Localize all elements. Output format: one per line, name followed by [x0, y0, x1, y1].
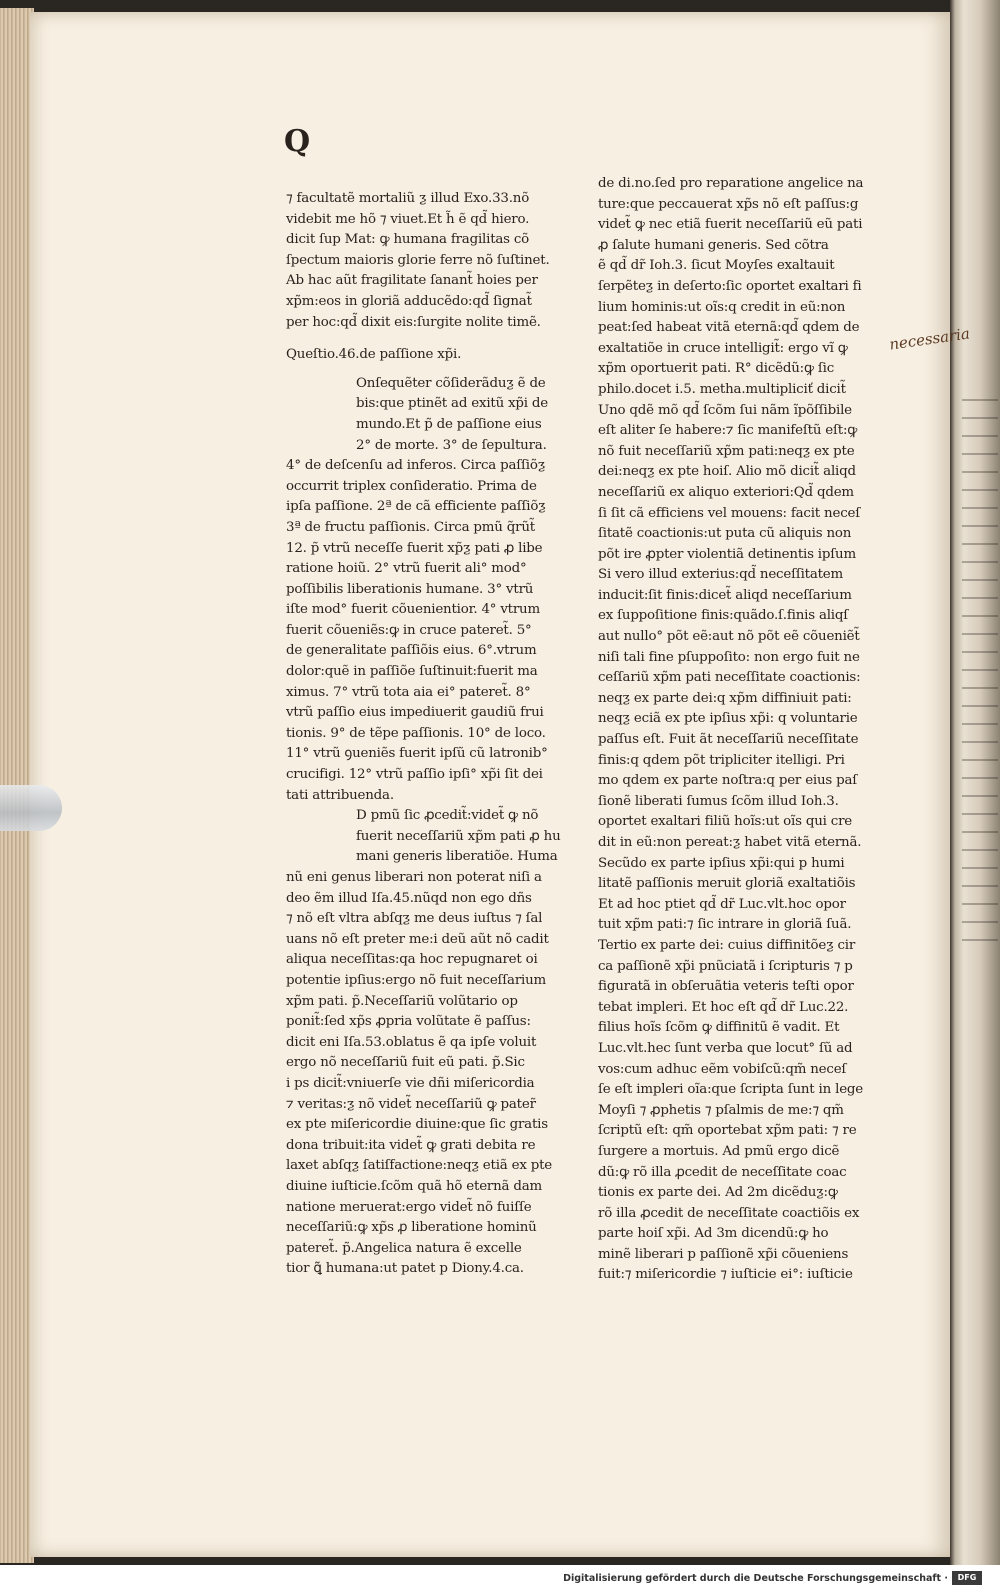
text-line: videbit me hõ ⁊ viuet.Et h̃ ẽ qd̃ hiero.: [286, 211, 530, 227]
text-line: mani generis liberatiõe. Huma: [356, 849, 558, 865]
text-line: dolor:quẽ in paſſiõe ſuſtinuit:fuerit ma: [286, 664, 538, 680]
left-text-column: [286, 189, 571, 1280]
text-line: tati attribuenda.: [286, 787, 394, 803]
text-line: neqƺ eciã ex pte ipſius xp̃i: q voluntarie: [598, 711, 858, 727]
text-line: Luc.vlt.hec ſunt verba que locut° ſũ ad: [598, 1040, 853, 1056]
footer-credit: Digitalisierung gefördert durch die Deutsche Forschungsgemeinschaft ·: [563, 1573, 948, 1584]
text-line: ca paſſionẽ xp̃i pnũciatã i ſcripturis ⁊ p: [598, 958, 853, 974]
text-line: ex ſuppoſitione finis:quãdo.ſ.finis aliqſ: [598, 608, 849, 624]
text-line: ſcriptũ eſt: qm̃ oportebat xp̃m pati: ⁊ re: [598, 1123, 857, 1139]
text-line: fuit:⁊ miſericordie ⁊ iuſticie ei°: iuſticie: [598, 1267, 853, 1283]
text-line: dicit eni Iſa.53.oblatus ẽ qa ipſe voluit: [286, 1034, 537, 1050]
left-intro-block: [286, 189, 571, 333]
text-line: laxet abſqƺ ſatiſfactione:neqƺ etiã ex pte: [286, 1158, 553, 1174]
text-line: ponit̃:ſed xp̃s ꝓpria volũtate ẽ paſſus:: [286, 1014, 531, 1030]
text-line: ſpectum maioris glorie ferre nõ ſuſtinet.: [286, 252, 550, 268]
text-line: ipſa paſſione. 2ª de cã efficiente paſſiõƺ: [286, 499, 546, 515]
text-line: poſſibilis liberationis humane. 3° vtrũ: [286, 581, 534, 597]
text-line: nũ eni genus liberari non poterat niſi a: [286, 870, 542, 885]
text-line: põt ire ꝓpter violentiã detinentis ipſum: [598, 546, 856, 562]
text-line: mundo.Et p̃ de paſſione eius: [356, 416, 542, 432]
text-line: dei:neqƺ ex pte hoiſ. Alio mõ dicit̃ aliqd: [598, 464, 856, 480]
text-line: Si vero illud exterius:qd̃ neceſſitatem: [598, 567, 844, 583]
text-line: crucifigi. 12° vtrũ paſſio ipſi° xp̃i ſit dei: [286, 767, 543, 783]
text-line: 2° de morte. 3° de ſepultura.: [356, 437, 547, 453]
right-text-column: [598, 174, 883, 1286]
text-line: videt̃ ꝙ nec etiã fuerit neceſſariũ eũ pati: [598, 217, 863, 233]
text-line: dit in eũ:non pereat:ƺ habet vitã eternã.: [598, 835, 862, 850]
book-clamp-icon: [0, 785, 62, 831]
text-line: diuine iuſticie.ſcõm quã hõ eternã dam: [286, 1178, 543, 1194]
text-line: minẽ liberari p paſſionẽ xp̃i cõueniens: [598, 1246, 849, 1262]
text-line: eſt aliter ſe habere:⁊ ſic manifeſtũ eſt:ꝙ: [598, 423, 858, 439]
text-line: de di.no.ſed pro reparatione angelice na: [598, 176, 864, 191]
text-line: ſitatẽ coactionis:ut puta cũ aliquis non: [598, 526, 852, 542]
text-line: per hoc:qd̃ dixit eis:ſurgite nolite timẽ.: [286, 314, 541, 330]
text-line: Tertio ex parte dei: cuius diffinitõeƺ cir: [598, 937, 856, 953]
text-line: tuit xp̃m pati:⁊ ſic intrare in gloriã ſuã.: [598, 917, 852, 933]
text-line: inducit:ſit finis:dicet̃ aliqd neceſſarium: [598, 587, 852, 603]
text-line: ſe eſt impleri oĩa:que ſcripta ſunt in lege: [598, 1082, 864, 1098]
text-line: ⁊ veritas:ƺ nõ videt̃ neceſſariũ ꝙ pater̃: [286, 1096, 536, 1112]
text-line: fuerit neceſſariũ xp̃m pati ꝓ hu: [356, 828, 561, 844]
text-line: occurrit triplex conſideratio. Prima de: [286, 478, 537, 494]
text-line: ex pte miſericordie diuine:que ſic gratis: [286, 1117, 548, 1133]
text-line: vos:cum adhuc eẽm vobiſcũ:qm̃ neceſ: [598, 1061, 847, 1077]
text-line: ſurgere a mortuis. Ad pmũ ergo dicẽ: [598, 1143, 840, 1159]
text-line: pateret̃. p̃.Angelica natura ẽ excelle: [286, 1240, 522, 1256]
text-line: Secũdo ex parte ipſius xp̃i:qui p humi: [598, 855, 845, 871]
text-line: dicit ſup Mat: ꝙ humana fragilitas cõ: [286, 232, 530, 248]
text-line: xp̃m pati. p̃.Neceſſariũ volũtario op: [286, 993, 518, 1009]
text-line: aliqua neceſſitas:qa hoc repugnaret oi: [286, 952, 538, 968]
text-line: D pmũ ſic ꝓcedit̃:videt̃ ꝙ nõ: [356, 808, 539, 824]
text-line: figuratã in obſeruãtia veteris teſti opor: [598, 979, 854, 995]
text-line: 11° vtrũ ꝯueniẽs fuerit ipſũ cũ latronib°: [286, 746, 548, 762]
text-line: paſſus eſt. Fuit ãt neceſſariũ neceſſitate: [598, 732, 859, 748]
text-line: philo.docet i.5. metha.multipliciť dicit̃: [598, 381, 846, 397]
text-line: tior ꝗ̃ humana:ut patet p Diony.4.ca.: [286, 1261, 524, 1277]
text-line: ture:que peccauerat xp̃s nõ eſt paſſus:g: [598, 196, 859, 212]
text-line: potentie ipſius:ergo nõ fuit neceſſarium: [286, 972, 547, 988]
text-line: ſionẽ liberati ſumus ſcõm illud Ioh.3.: [598, 793, 839, 809]
text-line: neceſſariũ:ꝙ xp̃s ꝓ liberatione hominũ: [286, 1220, 537, 1236]
text-line: ſi ſit cã efficiens vel mouens: facit neceſ: [598, 505, 860, 521]
text-line: neqƺ ex parte dei:q xp̃m diffiniuit pati:: [598, 690, 852, 706]
text-line: bis:que ptinẽt ad exitũ xp̃i de: [356, 396, 549, 412]
text-line: Et ad hoc ptiet qd̃ dr̃ Luc.vlt.hoc opor: [598, 896, 846, 912]
text-line: ratione hoiũ. 2° vtrũ fuerit ali° mod°: [286, 561, 527, 577]
text-line: oportet exaltari filiũ hoĩs:ut oĩs qui cre: [598, 814, 853, 830]
text-line: deo ẽm illud Iſa.45.nũqd non ego dñs: [286, 890, 532, 906]
text-line: ẽ qd̃ dr̃ Ioh.3. ſicut Moyſes exaltauit: [598, 258, 835, 274]
text-line: uans nõ eſt preter me:i deũ aũt nõ cadit: [286, 931, 549, 947]
text-line: dũ:ꝙ rõ illa ꝓcedit de neceſſitate coac: [598, 1164, 847, 1180]
text-line: ceſſariũ xp̃m pati neceſſitate coactionis:: [598, 670, 861, 686]
text-line: 4° de deſcenſu ad inferos. Circa paſſiõƺ: [286, 458, 546, 474]
text-line: ꝓ ſalute humani generis. Sed cõtra: [598, 237, 829, 253]
text-line: ximus. 7° vtrũ tota aia ei° pateret̃. 8°: [286, 684, 531, 700]
text-line: natione meruerat:ergo videt̃ nõ fuiſſe: [286, 1199, 532, 1215]
text-line: vtrũ paſſio eius impediuerit gaudiũ frui: [286, 705, 544, 721]
left-indented-block-2: [286, 806, 571, 868]
text-line: peat:ſed habeat vitã eternã:qd̃ qdem de: [598, 320, 860, 336]
text-line: i ps dicit̃:vniuerſe vie dñi miſericordia: [286, 1075, 535, 1091]
text-line: tionis. 9° de tẽpe paſſionis. 10° de loco.: [286, 725, 546, 741]
text-line: ⁊ nõ eſt vltra abſqƺ me deus iuſtus ⁊ ſal: [286, 911, 543, 927]
dfg-logo: DFG: [952, 1571, 982, 1585]
text-line: Moyſi ⁊ ꝓphetis ⁊ pſalmis de me:⁊ qm̃: [598, 1102, 844, 1118]
text-line: dona tribuit:ita videt̃ ꝙ grati debita re: [286, 1137, 536, 1153]
text-line: 12. p̃ vtrũ neceſſe fuerit xp̃ƺ pati ꝓ libe: [286, 540, 543, 556]
facing-page-text-strip: [962, 390, 998, 950]
text-line: 3ª de fructu paſſionis. Circa pmũ q̃rũt̃: [286, 519, 535, 535]
text-line: finis:q qdem põt tripliciter itelligi. Pri: [598, 752, 845, 768]
text-line: filius hoĩs ſcõm ꝙ diffinitũ ẽ vadit. Et: [598, 1020, 840, 1036]
text-line: lium hominis:ut oĩs:q credit in eũ:non: [598, 299, 846, 315]
text-line: de generalitate paſſiõis eius. 6°.vtrum: [286, 643, 537, 659]
text-line: exaltatiõe in cruce intelligit̃: ergo vĩ ꝙ: [598, 340, 848, 356]
question-heading: Queſtio.46.de paſſione xp̃i.: [286, 347, 462, 363]
text-line: rõ illa ꝓcedit de neceſſitate coactiõis ex: [598, 1205, 860, 1221]
text-line: Uno qdẽ mõ qd̃ ſcõm ſui nãm ĩpõſſibile: [598, 402, 852, 418]
marginal-annotation: necessaria: [888, 324, 971, 354]
text-line: xp̃m oportuerit pati. R° dicẽdũ:ꝙ ſic: [598, 361, 835, 377]
left-body-block-1: [286, 456, 571, 806]
text-line: Onſequẽter cõſiderãduƺ ẽ de: [356, 375, 546, 391]
text-line: ergo nõ neceſſariũ fuit eũ pati. p̃.Sic: [286, 1055, 525, 1071]
text-line: neceſſariũ ex aliquo exteriori:Qd̃ qdem: [598, 484, 854, 500]
text-line: aut nullo° põt eẽ:aut nõ põt eẽ cõueniẽt̃: [598, 629, 860, 645]
text-line: fuerit cõueniẽs:ꝙ in cruce pateret̃. 5°: [286, 622, 532, 638]
text-line: mo qdem ex parte noſtra:q per eius paſ: [598, 773, 858, 789]
text-line: nõ fuit neceſſariũ xp̃m pati:neqƺ ex pte: [598, 443, 855, 459]
text-line: tionis ex parte dei. Ad 2m dicẽduƺ:ꝙ: [598, 1185, 838, 1201]
text-line: ⁊ facultatẽ mortaliũ ƺ illud Exo.33.nõ: [286, 191, 530, 206]
text-line: parte hoiſ xp̃i. Ad 3m dicendũ:ꝙ ho: [598, 1226, 829, 1242]
text-line: xp̃m:eos in gloriã adducẽdo:qd̃ ſignat̃: [286, 293, 532, 309]
right-body-block: [598, 174, 883, 1286]
text-line: ſerpẽteƺ in deſerto:ſic oportet exaltari fi: [598, 278, 862, 294]
text-line: niſi tali fine pſuppoſito: non ergo fuit ne: [598, 649, 860, 665]
left-body-block-2: [286, 868, 571, 1280]
text-line: iſte mod° fuerit cõuenientior. 4° vtrum: [286, 602, 540, 618]
left-indented-block-1: [286, 374, 571, 456]
text-line: tebat impleri. Et hoc eſt qd̃ dr̃ Luc.22.: [598, 999, 849, 1015]
text-line: litatẽ paſſionis meruit gloriã exaltatiõis: [598, 876, 856, 892]
folio-mark: Q: [284, 124, 311, 159]
text-line: Ab hac aũt fragilitate ſanant̃ hoies per: [286, 273, 538, 289]
